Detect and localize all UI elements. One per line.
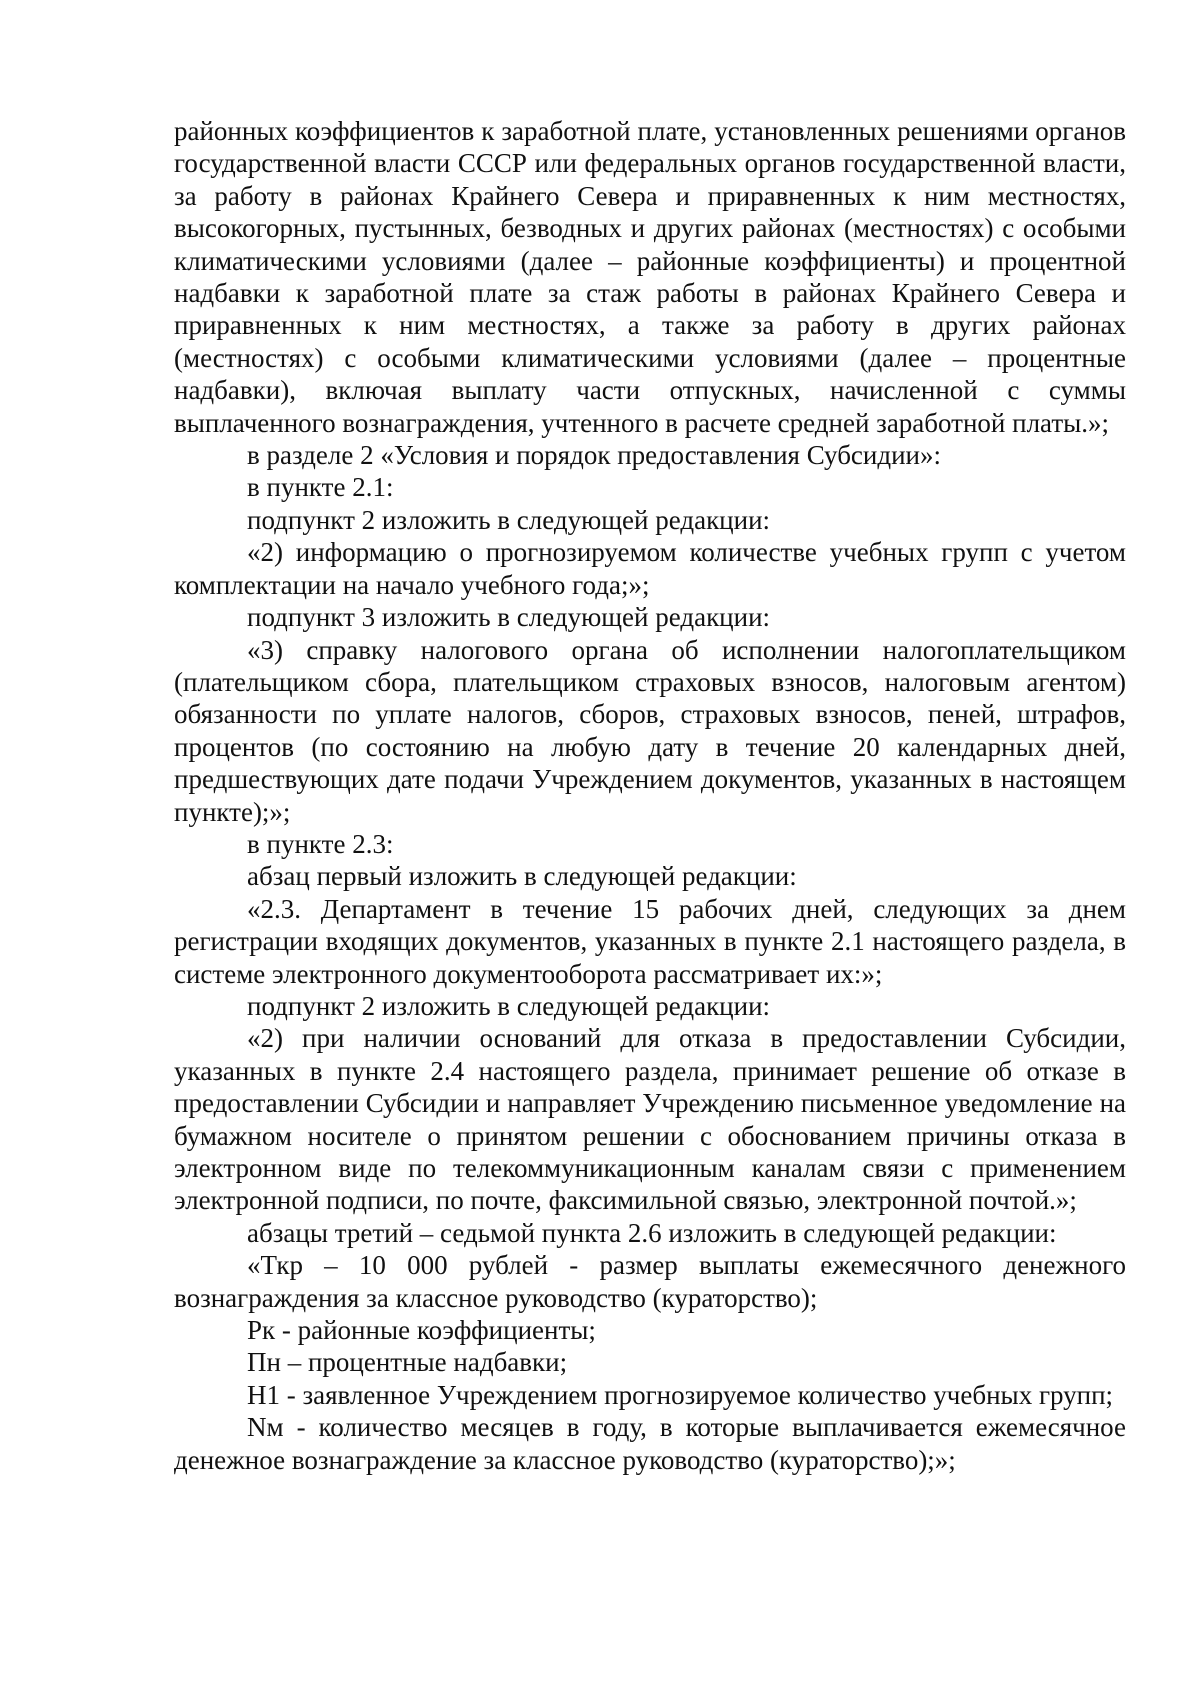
paragraph-clause-2-1: в пункте 2.1: (247, 472, 394, 503)
paragraph-subclause-3-intro: подпункт 3 изложить в следующей редакции: (247, 602, 771, 633)
paragraph-subclause-2-text: «2) информацию о прогнозируемом количестве учебных групп с учетом комплектации на начало учебного года;»; (174, 537, 1126, 600)
paragraph-subclause-3-text: «3) справку налогового органа об исполнении налогоплательщиком (плательщиком сбора, плательщиком страховых взносов, налоговым агентом) обязанности по уплате налогов, сборов, страховых взносов, пеней, штрафов, процентов (по состоянию на любую дату в течение 20 календарных дней, предшествующих дате подачи Учреждением документов, указанных в настоящем пункте);»; (174, 634, 1126, 827)
paragraph-clause-2-6-intro: абзацы третий – седьмой пункта 2.6 изложить в следующей редакции: (247, 1217, 1057, 1248)
paragraph-regional-coefficients: районных коэффициентов к заработной плате, установленных решениями органов государственной власти СССР или федеральных органов государственной власти, за работу в районах Крайнего Севера и приравненных к ним местностях, высокогорных, пустынных, безводных и других районах (местностях) с особыми климатическими условиями (далее – районные коэффициенты) и процентной надбавки к заработной плате за стаж работы в районах Крайнего Севера и приравненных к ним местностях, а также за работу в других районах (местностях) с особыми климатическими условиями (далее – процентные надбавки), включая выплату части отпускных, начисленной с суммы выплаченного вознаграждения, учтенного в расчете средней заработной платы.»; (174, 116, 1126, 438)
paragraph-rk-definition: Рк - районные коэффициенты; (247, 1315, 596, 1346)
paragraph-first-abzac-intro: абзац первый изложить в следующей редакции: (247, 861, 797, 892)
paragraph-pn-definition: Пн – процентные надбавки; (247, 1347, 568, 1378)
document-page (174, 115, 1126, 1476)
paragraph-nm-definition: Nм - количество месяцев в году, в которые выплачивается ежемесячное денежное вознаграждение за классное руководство (кураторство);»; (174, 1412, 1126, 1475)
paragraph-tkr-definition: «Ткр – 10 000 рублей - размер выплаты ежемесячного денежного вознаграждения за классное руководство (кураторство); (174, 1250, 1126, 1313)
paragraph-section-2-heading: в разделе 2 «Условия и порядок предоставления Субсидии»: (247, 440, 941, 471)
paragraph-subclause-2-intro-b: подпункт 2 изложить в следующей редакции: (247, 990, 771, 1021)
paragraph-h1-definition: Н1 - заявленное Учреждением прогнозируемое количество учебных групп; (247, 1379, 1114, 1410)
paragraph-clause-2-3-text: «2.3. Департамент в течение 15 рабочих дней, следующих за днем регистрации входящих документов, указанных в пункте 2.1 настоящего раздела, в системе электронного документооборота рассматривает их:»; (174, 893, 1126, 989)
paragraph-subclause-2-intro: подпункт 2 изложить в следующей редакции: (247, 504, 771, 535)
paragraph-refusal-text: «2) при наличии оснований для отказа в предоставлении Субсидии, указанных в пункте 2.4 настоящего раздела, принимает решение об отказе в предоставлении Субсидии и направляет Учреждению письменное уведомление на бумажном носителе о принятом решении с обоснованием причины отказа в электронном виде по телекоммуникационным каналам связи с применением электронной подписи, по почте, факсимильной связью, электронной почтой.»; (174, 1023, 1126, 1216)
paragraph-clause-2-3: в пункте 2.3: (247, 828, 394, 859)
